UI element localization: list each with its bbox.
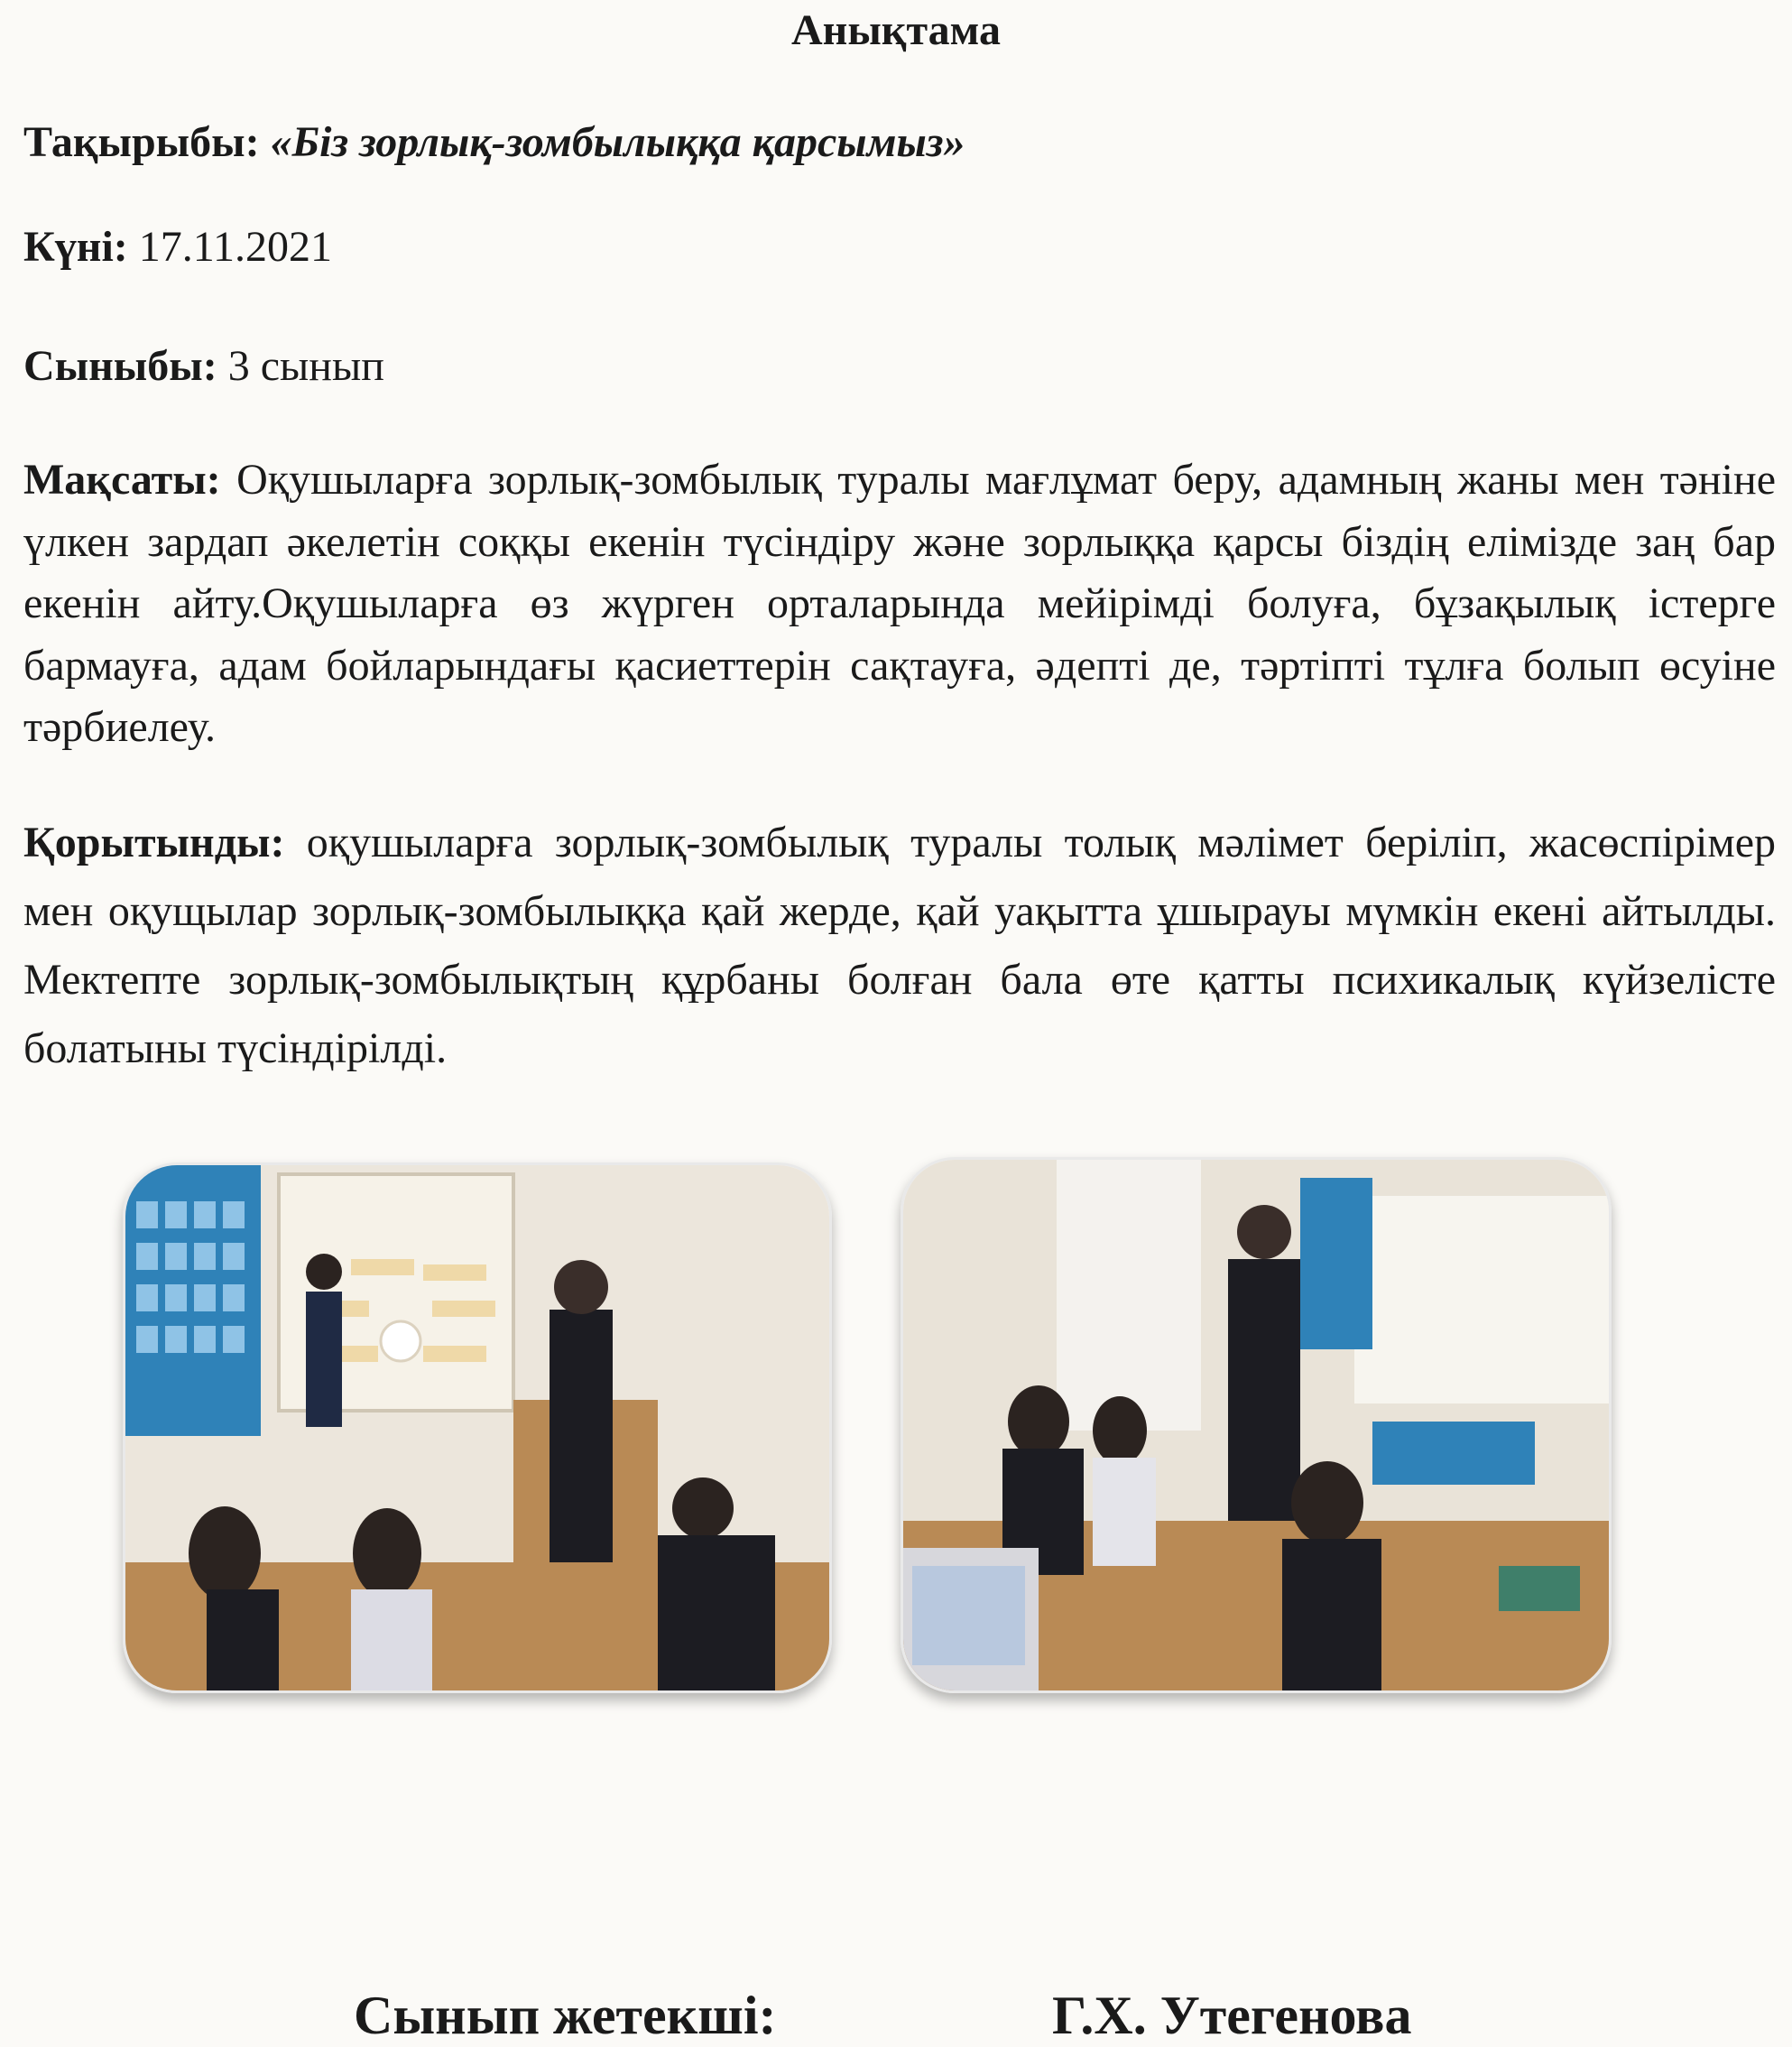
- date-line: [23, 220, 332, 274]
- grade-value: 3 сынып: [227, 342, 384, 390]
- grade-line: [23, 339, 384, 394]
- conclusion-text: оқушыларға зорлық-зомбылық туралы толық мәлімет беріліп, жасөспірімер мен оқущылар зорлық-зомбылыққа қай жерде, қай уақытта ұшырауы мүмкін екені айтылды. Мектепте зорлық-зомбылықтың құрбаны болған бала өте қатты психикалық күйзелісте болатыны түсіндірілді.: [23, 819, 1777, 1072]
- conclusion-label: Қорытынды:: [23, 819, 285, 866]
- classroom-photo-right: [901, 1157, 1612, 1693]
- topic-value: «Біз зорлық-зомбылыққа қарсымыз»: [270, 118, 965, 166]
- date-label: Күні:: [23, 223, 128, 271]
- document-title: Анықтама: [791, 6, 1001, 54]
- signature-role: Сынып жетекші:: [354, 1986, 777, 2045]
- aim-label: Мақсаты:: [23, 456, 221, 504]
- classroom-scene-right: [903, 1160, 1609, 1690]
- signature-name: Г.Х. Утегенова: [1052, 1986, 1412, 2045]
- grade-label: Сыныбы:: [23, 342, 217, 390]
- conclusion-paragraph: [23, 809, 1776, 1083]
- aim-paragraph: [23, 449, 1776, 759]
- date-value: 17.11.2021: [138, 223, 332, 271]
- classroom-scene-left: [125, 1165, 829, 1690]
- aim-text: Оқушыларға зорлық-зомбылық туралы мағлұмат беру, адамның жаны мен тәніне үлкен зардап әкелетін соққы екенін түсіндіру және зорлыққа қарсы біздің елімізде заң бар екенін айту.Оқушыларға өз жүрген орталарында мейірімді болуға, бұзақылық істерге бармауға, адам бойларындағы қасиеттерін сақтауға, әдепті де, тәртіпті тұлға болып өсуіне тәрбиелеу.: [23, 456, 1776, 751]
- topic-line: [23, 116, 965, 170]
- classroom-photo-left: [123, 1162, 832, 1693]
- topic-label: Тақырыбы:: [23, 118, 260, 166]
